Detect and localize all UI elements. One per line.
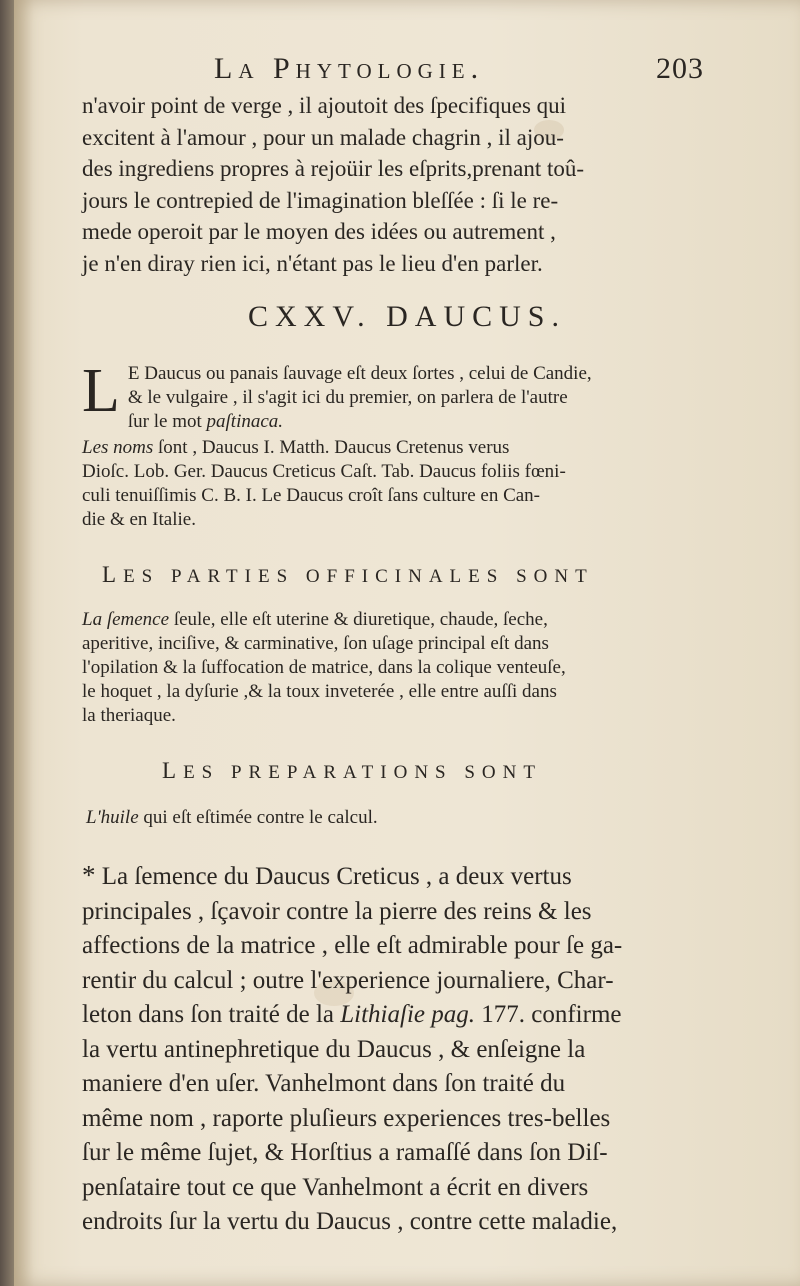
heading-text: ES PARTIES OFFICINALES SONT: [123, 566, 594, 587]
commentary-paragraph: [82, 858, 722, 1240]
text-line: je n'en diray rien ici, n'étant pas le lieu d'en parler.: [82, 250, 543, 276]
drop-cap: L: [82, 357, 120, 425]
text-line: penſataire tout ce que Vanhelmont a écrit en divers: [82, 1173, 589, 1201]
text-line: mede operoit par le moyen des idées ou autrement ,: [82, 219, 556, 244]
text-line: endroits ſur la vertu du Daucus , contre cette maladie,: [82, 1208, 618, 1235]
text-line: principales , ſçavoir contre la pierre des reins & les: [82, 897, 592, 925]
book-spine-shadow: [0, 0, 14, 1286]
preparations-paragraph: [86, 806, 726, 830]
text-segment: qui eſt eſtimée contre le calcul.: [138, 807, 378, 828]
text-segment: ſont , Daucus I. Matth. Daucus Cretenus verus: [153, 437, 510, 458]
text-line: aperitive, inciſive, & carminative, ſon uſage principal eſt dans: [82, 633, 549, 654]
book-page: [14, 0, 800, 1286]
text-segment: ſur le mot: [127, 411, 207, 432]
italic-term: paſtinaca.: [206, 411, 284, 432]
text-line: des ingrediens propres à rejoüir les eſprits,prenant toû-: [82, 156, 585, 181]
text-line: le hoquet , la dyſurie ,& la toux inveterée , elle entre auſſi dans: [82, 681, 557, 702]
section-title: CXXV. DAUCUS.: [248, 300, 566, 333]
italic-term: Lithiaſie pag.: [340, 1001, 475, 1028]
text-line: ſur le même ſujet, & Horſtius a ramaſſé dans ſon Diſ-: [82, 1139, 608, 1166]
text-line: & le vulgaire , il s'agit ici du premier, on parlera de l'autre: [127, 387, 568, 408]
text-line: jours le contrepied de l'imagination bleſſée : ſi le re-: [82, 187, 559, 213]
text-line: die & en Italie.: [82, 509, 196, 530]
names-paragraph: [82, 436, 722, 532]
text-line: affections de la matrice , elle eſt admirable pour ſe ga-: [82, 932, 623, 959]
text-line: [82, 858, 722, 895]
text-line: même nom , raporte pluſieurs experiences tres-belles: [82, 1104, 611, 1132]
text-segment: La ſemence du Daucus Creticus , a deux vertus: [95, 863, 572, 890]
text-line: [82, 410, 722, 434]
text-line: excitent à l'amour , pour un malade chagrin , il ajou-: [82, 124, 564, 150]
officinal-label: La ſemence: [82, 609, 170, 630]
heading-text: ES PREPARATIONS SONT: [183, 762, 542, 783]
text-segment: leton dans ſon traité de la: [82, 1001, 341, 1028]
text-segment: ſeule, elle eſt uterine & diuretique, chaude, ſeche,: [169, 609, 548, 630]
text-line: [82, 608, 722, 632]
heading-cap: L: [102, 562, 124, 587]
heading-cap: L: [162, 758, 184, 783]
text-line: [82, 998, 722, 1033]
text-line: maniere d'en uſer. Vanhelmont dans ſon traité du: [82, 1070, 566, 1097]
asterisk-mark: *: [82, 860, 96, 890]
text-line: culi tenuiſſimis C. B. I. Le Daucus croît ſans culture en Can-: [82, 485, 541, 506]
text-segment: 177. confirme: [475, 1001, 622, 1028]
text-line: Dioſc. Lob. Ger. Daucus Creticus Caſt. Tab. Daucus foliis fœni-: [82, 461, 566, 482]
officinal-heading: [102, 562, 594, 588]
page-number: 203: [656, 52, 704, 85]
text-line: E Daucus ou panais ſauvage eſt deux ſortes , celui de Candie,: [127, 363, 592, 384]
preparations-label: L'huile: [86, 807, 139, 828]
text-line: [82, 436, 722, 460]
text-line: l'opilation & la ſuffocation de matrice, dans la colique venteuſe,: [82, 657, 566, 678]
text-line: la vertu antinephretique du Daucus , & enſeigne la: [82, 1035, 586, 1063]
running-title: La Phytologie.: [214, 52, 485, 85]
text-line: [86, 806, 726, 830]
names-label: Les noms: [82, 437, 154, 458]
text-line: la theriaque.: [82, 705, 176, 726]
text-line: n'avoir point de verge , il ajoutoit des ſpecifiques qui: [82, 93, 567, 118]
officinal-paragraph: [82, 608, 722, 728]
preparations-heading: [162, 758, 542, 784]
description-paragraph: [82, 357, 722, 434]
running-header: [214, 52, 704, 92]
text-line: rentir du calcul ; outre l'experience journaliere, Char-: [82, 966, 614, 994]
intro-paragraph: [82, 90, 722, 279]
